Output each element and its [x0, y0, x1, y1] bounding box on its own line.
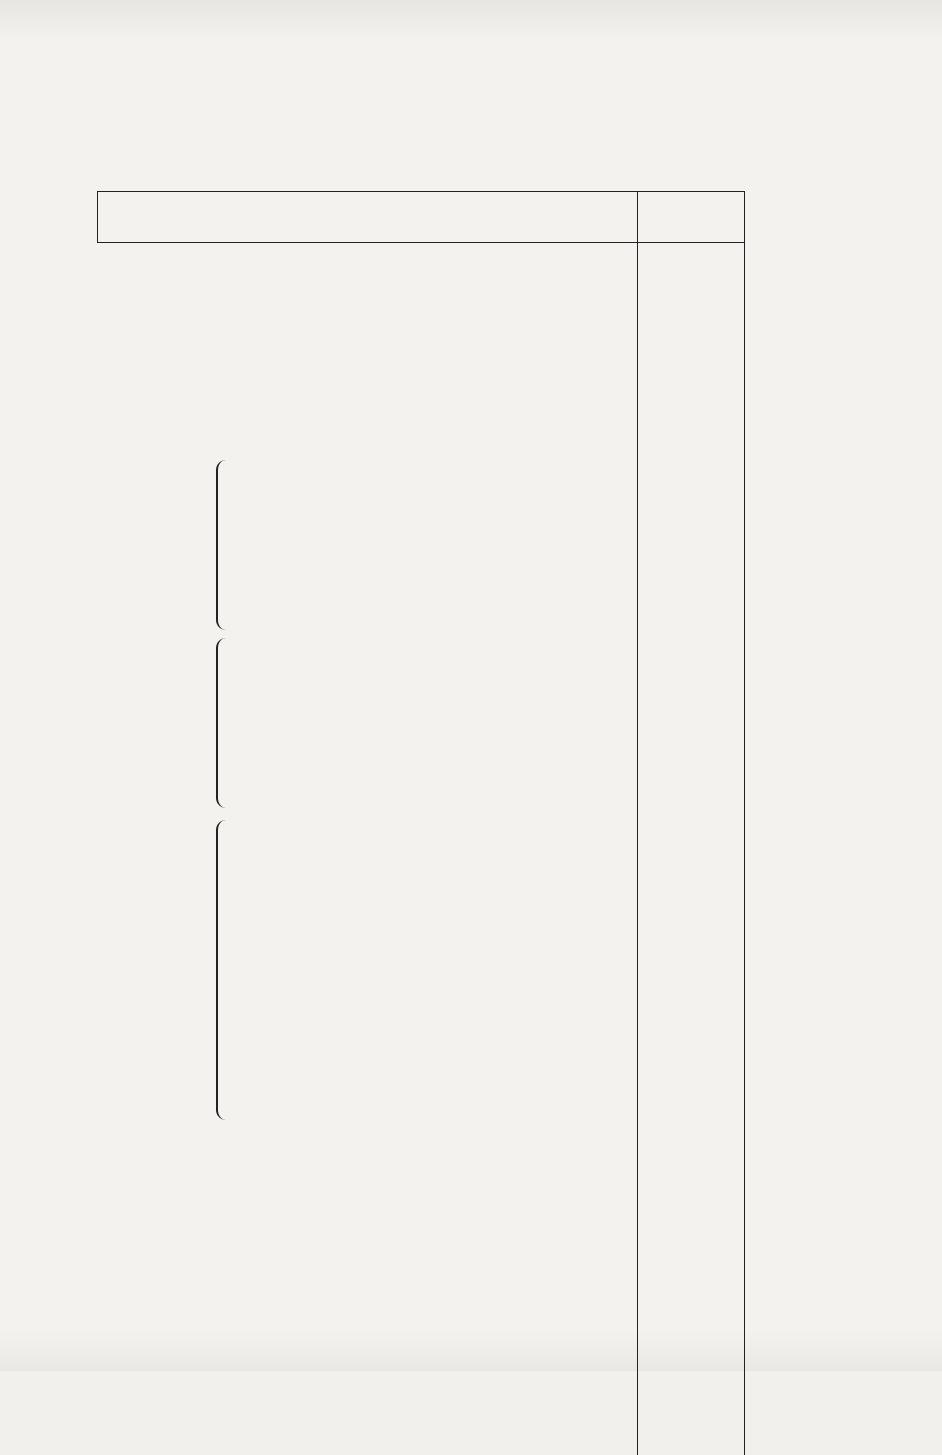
- year4-brace: [216, 638, 228, 808]
- table-header-rule: [97, 242, 745, 243]
- table-border-top: [97, 191, 745, 192]
- year3-brace: [216, 460, 228, 630]
- table-border-left: [97, 191, 98, 243]
- table-column-divider: [637, 191, 638, 1455]
- year5-brace: [216, 820, 228, 1120]
- table-border-right: [744, 191, 745, 1455]
